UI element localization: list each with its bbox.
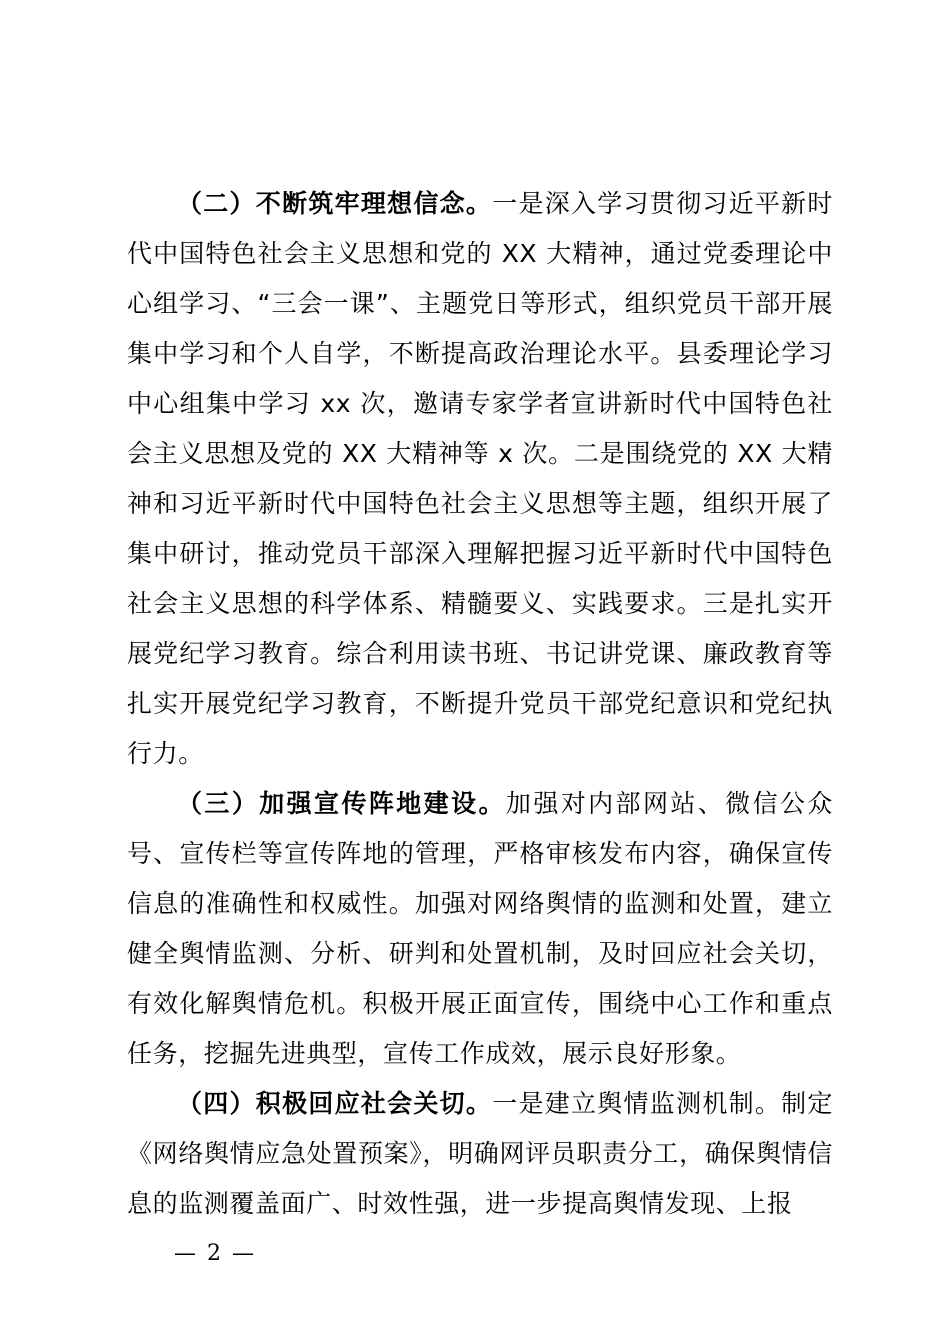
page-number: — 2 — xyxy=(174,1241,256,1266)
paragraph-social-concerns xyxy=(127,1079,833,1229)
paragraph-text: 一是深入学习贯彻习近平新时代中国特色社会主义思想和党的 XX 大精神，通过党委理论中心组学习、“三会一课”、主题党日等形式，组织党员干部开展集中学习和个人自学，不断提高政治理论水平。县委理论学习中心组集中学习 xx 次，邀请专家学者宣讲新时代中国特色社会主义思想及党的 XX 大精神等 x 次。二是围绕党的 XX 大精神和习近平新时代中国特色社会主义思想等主题，组织开展了集中研讨，推动党员干部深入理解把握习近平新时代中国特色社会主义思想的科学体系、精髓要义、实践要求。三是扎实开展党纪学习教育。综合利用读书班、书记讲党课、廉政教育等扎实开展党纪学习教育，不断提升党员干部党纪意识和党纪执行力。 xyxy=(127,189,833,768)
section-heading: （三）加强宣传阵地建设。 xyxy=(177,789,506,818)
paragraph-publicity-front xyxy=(127,779,833,1079)
section-heading: （四）积极回应社会关切。 xyxy=(177,1089,493,1118)
section-heading: （二）不断筑牢理想信念。 xyxy=(177,189,493,218)
paragraph-text: 加强对内部网站、微信公众号、宣传栏等宣传阵地的管理，严格审核发布内容，确保宣传信息的准确性和权威性。加强对网络舆情的监测和处置，建立健全舆情监测、分析、研判和处置机制，及时回应社会关切，有效化解舆情危机。积极开展正面宣传，围绕中心工作和重点任务，挖掘先进典型，宣传工作成效，展示良好形象。 xyxy=(127,789,834,1068)
document-body xyxy=(127,179,833,1229)
paragraph-ideals-beliefs xyxy=(127,179,833,779)
paragraph-text: 一是建立舆情监测机制。制定《网络舆情应急处置预案》，明确网评员职责分工，确保舆情信息的监测覆盖面广、时效性强，进一步提高舆情发现、上报 xyxy=(127,1089,833,1218)
